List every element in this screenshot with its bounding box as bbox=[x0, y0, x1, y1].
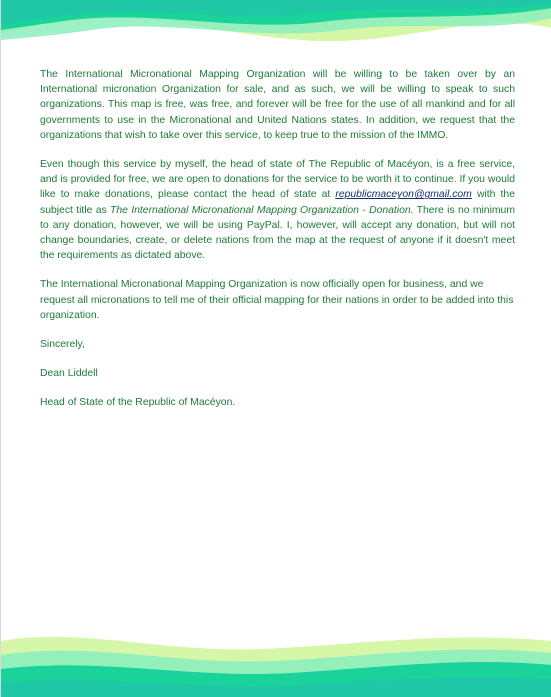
email-link[interactable]: republicmaceyon@gmail.com bbox=[335, 189, 472, 201]
paragraph-2-text-c: There is no minimum to any donation, however, we will be using PayPal. I, however, will accept any donation, but will not change boundaries, create, or delete nations from the map at the request of anyone if it doesn't meet the requirements as dictated above. bbox=[40, 204, 515, 262]
letter-body bbox=[40, 67, 515, 425]
paragraph-2-text-b: with the subject title as bbox=[40, 189, 515, 216]
top-wave-decoration bbox=[1, 0, 551, 52]
bottom-wave-decoration bbox=[1, 627, 551, 697]
paragraph-2 bbox=[40, 157, 515, 263]
closing: Sincerely, bbox=[40, 339, 85, 351]
paragraph-3: The International Micronational Mapping Organization is now officially open for business, and we request all micronations to tell me of their official mapping for their nations in order to be added into this organization. bbox=[40, 279, 514, 321]
paragraph-1: The International Micronational Mapping Organization will be willing to be taken over by an International micronation Organization for sale, and as such, we will be willing to speak to such organizations. This map is free, was free, and forever will be free for the use of all mankind and for all governments to use in the Micronational and United Nations states. In addition, we request that the organizations that wish to take over this service, to keep true to the mission of the IMMO. bbox=[40, 69, 515, 141]
signer-name: Dean Liddell bbox=[40, 368, 98, 380]
subject-title: The International Micronational Mapping Organization - Donation. bbox=[110, 204, 414, 216]
signer-title: Head of State of the Republic of Macéyon. bbox=[40, 397, 236, 409]
paragraph-2-text-a: Even though this service by myself, the head of state of The Republic of Macéyon, is a free service, and is provided for free, we are open to donations for the service to be worth it to continue. If you would like to make donations, please contact the head of state at bbox=[40, 159, 515, 201]
